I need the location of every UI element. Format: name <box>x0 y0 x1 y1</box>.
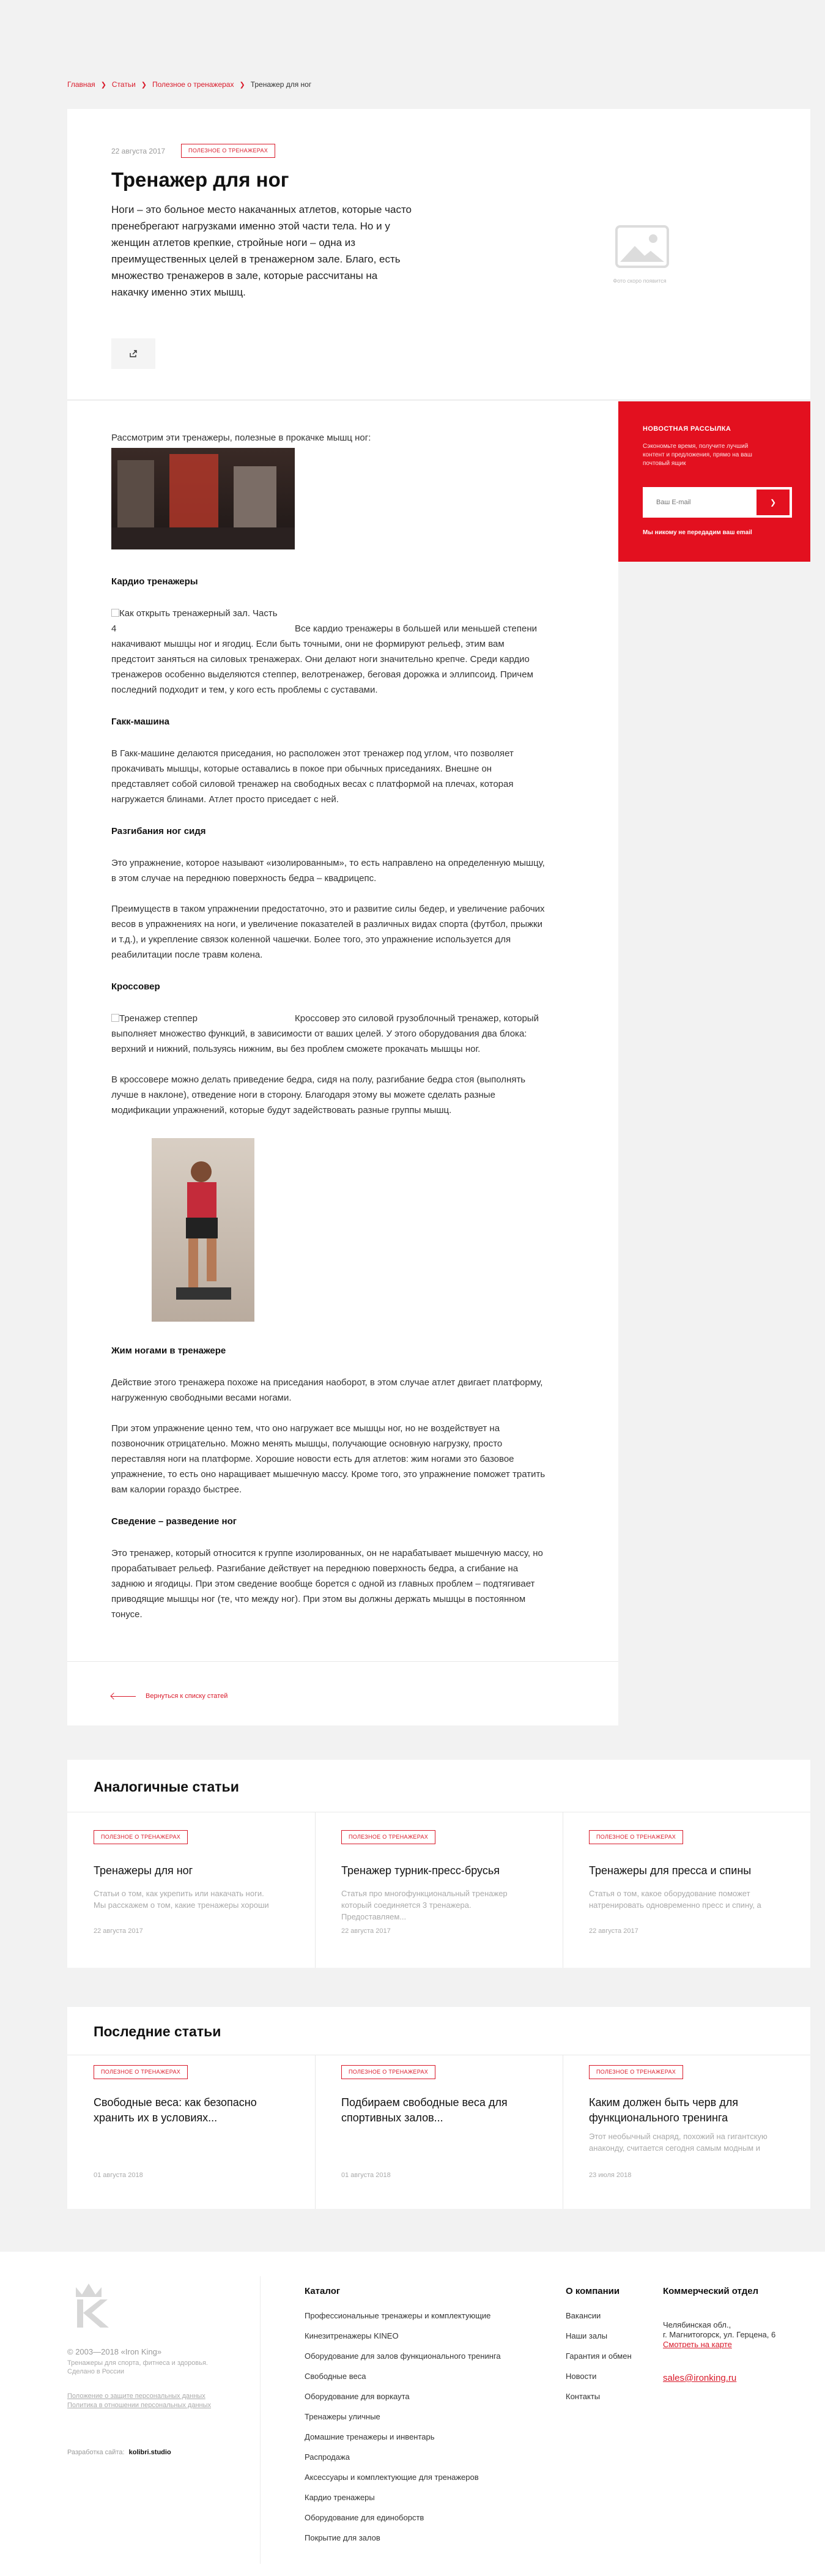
body-line: лучше в наклоне), отведение ноги в сторону. Благодаря этому вы можете сделать разные <box>111 1090 495 1100</box>
lead-line: преимущественных целей в тренажерном зале. Благо, есть <box>111 253 401 265</box>
tagline-line: Тренажеры для спорта, фитнеса и здоровья. <box>67 2359 208 2367</box>
chevron-right-icon: ❯ <box>141 81 147 89</box>
lead-line: женщин атлетов крепкие, стройные ноги – одна из <box>111 237 356 248</box>
newsletter-title: НОВОСТНАЯ РАССЫЛКА <box>643 425 731 433</box>
article-content <box>111 430 576 1622</box>
cardio-image <box>111 606 295 636</box>
excerpt-line: Мы расскажем о том, какие тренажеры хороши <box>94 1900 269 1910</box>
press-paragraph <box>111 1375 576 1405</box>
body-line: выполняет множество функций, в зависимости от ваших целей. У этого оборудования два блока: <box>111 1029 527 1039</box>
card-date: 22 августа 2017 <box>341 1927 391 1935</box>
card-tag[interactable]: ПОЛЕЗНОЕ О ТРЕНАЖЕРАХ <box>94 2065 188 2079</box>
intro-text: Рассмотрим эти тренажеры, полезные в прокачке мышц ног: <box>111 433 371 443</box>
catalog-title: Каталог <box>305 2286 341 2296</box>
page-title: Тренажер для ног <box>111 168 289 191</box>
card-date: 22 августа 2017 <box>94 1927 143 1935</box>
newsletter-form <box>643 487 792 518</box>
excerpt-line: Статья о том, какое оборудование поможет <box>589 1889 750 1898</box>
body-line: нагружается блинами. Атлет просто приседает с ней. <box>111 794 339 805</box>
image-alt-text: 4 <box>111 624 117 634</box>
title-line: хранить их в условиях... <box>94 2112 218 2124</box>
article-lead <box>111 201 454 300</box>
excerpt-line: анаконду, считается сегодня самым модным и <box>589 2143 760 2153</box>
body-line: накачивают мышцы ног и ягодиц. Если быть точными, они не формируют рельеф, этим вам <box>111 639 505 649</box>
newsletter-box <box>618 401 810 562</box>
body-line: упражнение, то есть оно наращивает мышечную массу. Кроме того, это упражнение поможет тратить <box>111 1469 546 1480</box>
section-title: Аналогичные статьи <box>94 1779 239 1795</box>
lead-line: пренебрегают нагрузками именно этой части тела. Но и у <box>111 220 390 232</box>
lead-line: множество тренажеров в зале, которые рассчитаны на <box>111 270 378 281</box>
body-line: переставляя ноги на платформе. Хорошие новости есть для атлетов: жим ногами это базовое <box>111 1454 514 1464</box>
arrow-left-icon <box>111 1696 136 1697</box>
catalog-link[interactable]: Кинезитренажеры KINEO <box>305 2331 399 2340</box>
footer-divider <box>260 2276 261 2564</box>
card-excerpt <box>589 1888 761 1911</box>
cardio-paragraph <box>111 606 576 698</box>
body-line: позвоночник отрицательно. Можно менять мышцы, получающие основную нагрузку, просто <box>111 1439 503 1449</box>
card-title[interactable]: Тренажер турник-пресс-брусья <box>341 1864 500 1877</box>
article-card[interactable] <box>589 2055 797 2209</box>
card-title[interactable] <box>341 2095 508 2126</box>
privacy-link[interactable]: Положение о защите персональных данных <box>67 2392 205 2400</box>
body-line: В кроссовере можно делать приведение бедра, сидя на полу, разгибание бедра стоя (выполнять <box>111 1074 526 1085</box>
section-heading: Гакк-машина <box>111 717 170 727</box>
section-heading: Жим ногами в тренажере <box>111 1346 226 1356</box>
title-line: Каким должен быть черв для <box>589 2096 739 2109</box>
card-title[interactable]: Тренажеры для пресса и спины <box>589 1864 752 1877</box>
photo-placeholder <box>612 225 673 284</box>
body-line: В Гакк-машине делаются приседания, но расположен этот тренажер под углом, что позволяет <box>111 748 514 759</box>
body-line: Кроссовер это силовой грузоблочный тренажер, который <box>295 1013 539 1024</box>
excerpt-line: Статья про многофункциональный тренажер <box>341 1889 508 1898</box>
company-list <box>566 2311 632 2402</box>
company-link[interactable]: Новости <box>566 2372 597 2381</box>
no-photo-label: Фото скоро появится <box>613 278 667 284</box>
lead-line: Ноги – это больное место накачанных атлетов, которые часто <box>111 204 412 215</box>
section-heading: Кроссовер <box>111 981 160 992</box>
card-tag[interactable]: ПОЛЕЗНОЕ О ТРЕНАЖЕРАХ <box>341 2065 435 2079</box>
latest-articles <box>67 2007 810 2209</box>
crown-k-logo-icon <box>67 2281 110 2330</box>
broken-image-icon <box>111 1014 119 1022</box>
card-tag[interactable]: ПОЛЕЗНОЕ О ТРЕНАЖЕРАХ <box>589 1830 683 1844</box>
image-alt-text: Тренажер степпер <box>119 1013 198 1024</box>
image-alt-text: Как открыть тренажерный зал. Часть <box>119 608 278 619</box>
article-tag[interactable]: ПОЛЕЗНОЕ О ТРЕНАЖЕРАХ <box>181 144 275 158</box>
arrow-right-icon: ❯ <box>769 498 777 507</box>
section-heading: Сведение – разведение ног <box>111 1516 237 1527</box>
article-header <box>67 109 810 400</box>
catalog-link[interactable]: Кардио тренажеры <box>305 2493 375 2502</box>
body-line: нагруженную свободными весами ногами. <box>111 1393 292 1403</box>
card-title[interactable] <box>589 2095 738 2126</box>
card-date: 01 августа 2018 <box>341 2172 391 2179</box>
body-line: При этом упражнение ценно тем, что оно нагружает все мышцы ног, но не воздействует на <box>111 1423 500 1434</box>
body-line: Действие этого тренажера похоже на приседания наоборот, в этом случае атлет двигает платформу, <box>111 1377 543 1388</box>
article-card[interactable] <box>94 1812 302 1968</box>
map-link[interactable]: Смотреть на карте <box>663 2340 732 2349</box>
address-line: Челябинская обл., <box>663 2320 731 2329</box>
body-line: вам калории гораздо быстрее. <box>111 1484 242 1495</box>
body-line: приводящие мышцы ног (те, что между ног). При этом вы должны держать мышцы в постоянном <box>111 1594 526 1604</box>
article-card[interactable] <box>94 2055 302 2209</box>
body-line: верхний и нижний, пользуясь нижним, вы без проблем сможете прокачать мышцы ног. <box>111 1044 481 1054</box>
back-link-label: Вернуться к списку статей <box>146 1692 228 1700</box>
address-line: г. Магнитогорск, ул. Герцена, 6 <box>663 2330 776 2339</box>
catalog-list <box>305 2311 501 2543</box>
section-title: Последние статьи <box>94 2023 221 2039</box>
address <box>663 2320 775 2350</box>
divider <box>67 1661 618 1662</box>
excerpt-line: Предоставляем... <box>341 1912 407 1921</box>
lead-line: накачку именно этих мышц. <box>111 286 246 298</box>
section-heading: Разгибания ног сидя <box>111 826 206 836</box>
title-line: функционального тренинга <box>589 2112 728 2124</box>
card-excerpt <box>94 1888 269 1911</box>
body-line: в этом случае на переднюю поверхность бедра – квадрицепс. <box>111 873 377 884</box>
back-to-list-link[interactable] <box>111 1692 228 1700</box>
breadcrumb-category[interactable]: Полезное о тренажерах <box>152 80 234 89</box>
body-line: и т.д.), и укрепление связок коленной чашечки. Более того, это упражнение используется для <box>111 934 511 945</box>
adduct-paragraph <box>111 1546 576 1622</box>
cross-paragraph <box>111 1072 576 1118</box>
commerce-title: Коммерческий отдел <box>663 2286 759 2296</box>
catalog-link[interactable]: Свободные веса <box>305 2372 366 2381</box>
body-line: Все кардио тренажеры в большей или меньшей степени <box>295 624 537 634</box>
image-placeholder-icon <box>615 225 669 268</box>
catalog-link[interactable]: Оборудование для залов функционального тренинга <box>305 2351 501 2361</box>
catalog-link[interactable]: Оборудование для воркаута <box>305 2392 410 2401</box>
excerpt-line: Этот необычный снаряд, похожий на гигантскую <box>589 2132 768 2141</box>
card-tag[interactable]: ПОЛЕЗНОЕ О ТРЕНАЖЕРАХ <box>94 1830 188 1844</box>
breadcrumb <box>67 80 311 89</box>
body-line: тонусе. <box>111 1609 142 1620</box>
policy-link[interactable]: Политика в отношении персональных данных <box>67 2402 212 2409</box>
brand-logo[interactable] <box>67 2281 110 2330</box>
company-title: О компании <box>566 2286 620 2296</box>
body-line: представляет собой силовой тренажер на свободных весах с платформой на плечах, которая <box>111 779 514 789</box>
breadcrumb-current: Тренажер для ног <box>250 80 312 89</box>
gym-photo <box>111 448 295 549</box>
breadcrumb-home[interactable]: Главная <box>67 80 95 89</box>
ext-paragraph <box>111 855 576 886</box>
body-line: прорабатывает рельеф. Разгибание действует на переднюю поверхность бедра, а сгибание на <box>111 1563 519 1574</box>
footer <box>0 2252 825 2576</box>
newsletter-text-line: контент и предложения, прямо на ваш <box>643 452 752 458</box>
title-line: Подбираем свободные веса для <box>341 2096 508 2109</box>
excerpt-line: который соединяется 3 тренажера. <box>341 1900 472 1910</box>
company-link[interactable]: Гарантия и обмен <box>566 2351 632 2361</box>
subscribe-button[interactable] <box>757 490 790 515</box>
excerpt-line: натренировать одновременно пресс и спину, а <box>589 1900 761 1910</box>
developer-link[interactable]: kolibri.studio <box>128 2449 171 2456</box>
ext-paragraph <box>111 901 576 962</box>
card-tag[interactable]: ПОЛЕЗНОЕ О ТРЕНАЖЕРАХ <box>589 2065 683 2079</box>
section-heading: Кардио тренажеры <box>111 576 198 587</box>
chevron-right-icon: ❯ <box>239 81 245 89</box>
body-line: последний подходит и тем, у кого есть проблемы с суставами. <box>111 685 378 695</box>
tagline-line: Сделано в России <box>67 2368 125 2375</box>
catalog-link[interactable]: Профессиональные тренажеры и комплектующие <box>305 2311 491 2320</box>
card-excerpt <box>589 2131 768 2154</box>
catalog-link[interactable]: Покрытие для залов <box>305 2533 380 2542</box>
catalog-link[interactable]: Домашние тренажеры и инвентарь <box>305 2432 435 2441</box>
body-line: Это упражнение, которое называют «изолированным», то есть направлено на определенную мышцу, <box>111 858 545 868</box>
catalog-link[interactable]: Тренажеры уличные <box>305 2412 380 2421</box>
chevron-right-icon: ❯ <box>100 81 106 89</box>
newsletter-text-line: почтовый ящик <box>643 460 686 467</box>
body-line: весов в упражнениях на ноги, и увеличение показателей в различных видах спорта (футбол, прыжки <box>111 919 542 929</box>
article-card[interactable] <box>589 1812 797 1968</box>
catalog-link[interactable]: Оборудование для единоборств <box>305 2513 424 2522</box>
body-line: Это тренажер, который относится к группе изолированных, он не нарабатывает мышечную массу, но <box>111 1548 543 1558</box>
newsletter-text-line: Сэкономьте время, получите лучший <box>643 443 749 450</box>
press-paragraph <box>111 1421 576 1497</box>
body-line: тренажеров особенно выделяются степпер, велотренажер, беговая дорожка и эллипсоид. Причем <box>111 669 533 680</box>
card-date: 23 июля 2018 <box>589 2172 632 2179</box>
article-card[interactable] <box>341 2055 549 2209</box>
body-line: предстоит заняться на силовых тренажерах. Они делают ноги значительно крепче. Среди кардио <box>111 654 530 664</box>
stepper-image <box>111 1011 295 1026</box>
company-link[interactable]: Наши залы <box>566 2331 608 2340</box>
excerpt-line: Статьи о том, как укрепить или накачать ноги. <box>94 1889 264 1898</box>
title-line: Свободные веса: как безопасно <box>94 2096 257 2109</box>
breadcrumb-articles[interactable]: Статьи <box>111 80 136 89</box>
card-title[interactable] <box>94 2095 257 2126</box>
body-line: модификации упражнений, которые будут задействовать разные группы мышц. <box>111 1105 452 1115</box>
company-link[interactable]: Вакансии <box>566 2311 601 2320</box>
catalog-link[interactable]: Аксессуары и комплектующие для тренажеров <box>305 2473 479 2482</box>
share-icon <box>129 349 138 358</box>
card-tag[interactable]: ПОЛЕЗНОЕ О ТРЕНАЖЕРАХ <box>341 1830 435 1844</box>
copyright: © 2003—2018 «Iron King» <box>67 2347 162 2356</box>
company-link[interactable]: Контакты <box>566 2392 601 2401</box>
stepper-photo <box>152 1138 254 1322</box>
share-button[interactable] <box>111 338 155 369</box>
broken-image-icon <box>111 609 119 617</box>
card-title[interactable]: Тренажеры для ног <box>94 1864 193 1877</box>
catalog-link[interactable]: Распродажа <box>305 2452 350 2462</box>
article-body <box>67 401 618 1725</box>
hack-paragraph <box>111 746 576 807</box>
body-line: прокачивать мышцы, которые оставались в покое при обычных приседаниях. Внешне он <box>111 764 492 774</box>
newsletter-note: Мы никому не передадим ваш email <box>643 529 752 536</box>
article-date: 22 августа 2017 <box>111 146 166 155</box>
developer-label: Разработка сайта: <box>67 2449 125 2456</box>
body-line: заднюю и ягодицы. При этом сведение вообще борется с одной из главных проблем – подтягивает <box>111 1579 535 1589</box>
developer-credit <box>67 2449 171 2456</box>
email-link[interactable]: sales@ironking.ru <box>663 2373 737 2383</box>
body-line: реабилитации после травм колена. <box>111 950 263 960</box>
card-date: 01 августа 2018 <box>94 2172 143 2179</box>
card-date: 22 августа 2017 <box>589 1927 638 1935</box>
article-card[interactable] <box>341 1812 549 1968</box>
cross-paragraph <box>111 1011 576 1057</box>
tagline <box>67 2359 208 2376</box>
title-line: спортивных залов... <box>341 2112 443 2124</box>
card-excerpt <box>341 1888 508 1923</box>
newsletter-text <box>643 442 752 468</box>
similar-articles <box>67 1760 810 1968</box>
email-field[interactable] <box>645 490 757 515</box>
body-line: Преимуществ в таком упражнении предостаточно, это и развитие силы бедер, и увеличение рабочих <box>111 904 545 914</box>
